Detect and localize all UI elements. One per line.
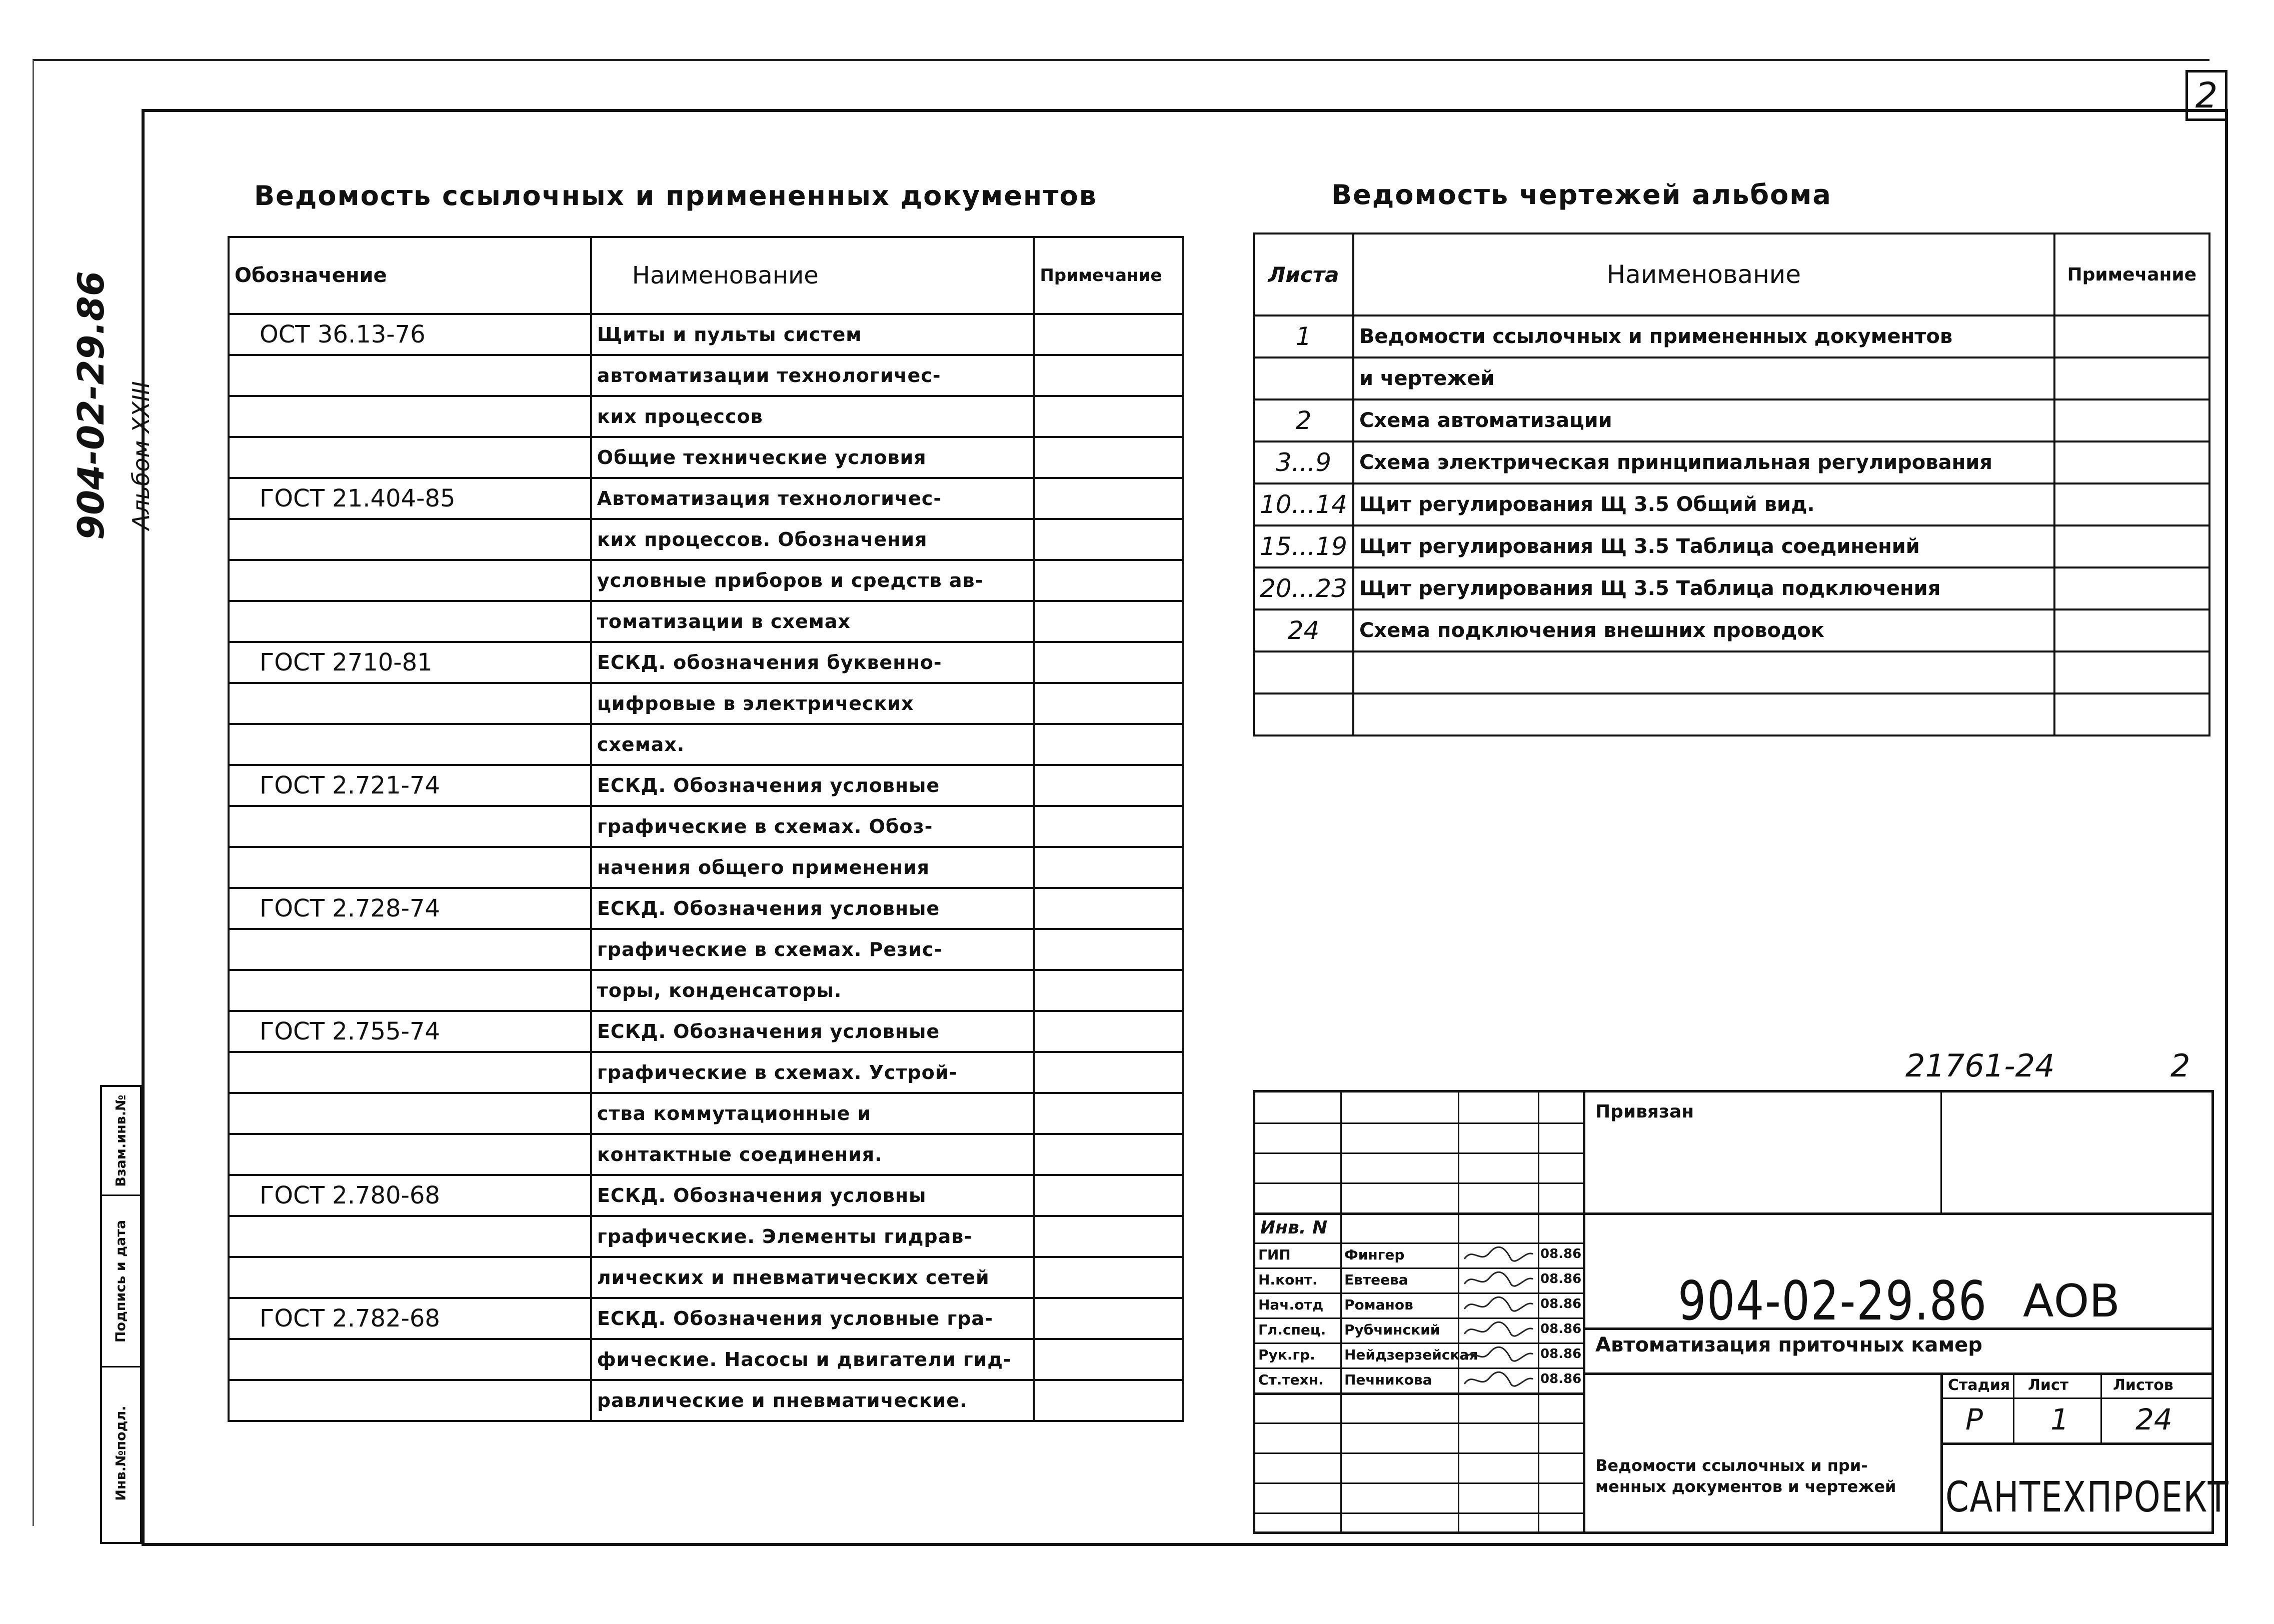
signature-name: Печникова bbox=[1344, 1372, 1432, 1388]
refs-row bbox=[229, 1380, 1183, 1421]
refs-cell-name: графические. Элементы гидрав- bbox=[591, 1216, 1034, 1257]
stage-label: Стадия bbox=[1948, 1376, 2010, 1394]
drawings-cell-sheet: 15...19 bbox=[1254, 526, 1353, 568]
refs-cell-code bbox=[229, 929, 591, 970]
drawings-row bbox=[1254, 694, 2209, 736]
drawings-row bbox=[1254, 526, 2209, 568]
signature-date: 08.86 bbox=[1540, 1296, 1582, 1312]
refs-cell-note bbox=[1034, 1298, 1183, 1339]
drawings-cell-name: Щит регулирования Щ 3.5 Таблица соединений bbox=[1353, 526, 2054, 568]
refs-cell-code: ГОСТ 2.780-68 bbox=[229, 1175, 591, 1216]
refs-cell-name: равлические и пневматические. bbox=[591, 1380, 1034, 1421]
refs-cell-name: ЕСКД. Обозначения условные bbox=[591, 1011, 1034, 1052]
refs-row bbox=[229, 1011, 1183, 1052]
drawings-cell-name: Ведомости ссылочных и примененных документов bbox=[1353, 316, 2054, 358]
drawings-cell-sheet: 24 bbox=[1254, 610, 1353, 652]
drawings-cell-name: Схема автоматизации bbox=[1353, 400, 2054, 442]
stamp-cell-inv-original bbox=[102, 1368, 140, 1538]
organization-name: САНТЕХПРОЕКТ bbox=[1945, 1472, 2229, 1522]
refs-cell-note bbox=[1034, 396, 1183, 437]
refs-cell-name: ЕСКД. Обозначения условные гра- bbox=[591, 1298, 1034, 1339]
refs-cell-code bbox=[229, 601, 591, 642]
drawings-cell-name: Схема электрическая принципиальная регулирования bbox=[1353, 442, 2054, 484]
signature-role: Н.конт. bbox=[1258, 1272, 1318, 1288]
refs-cell-note bbox=[1034, 847, 1183, 888]
signature-name: Нейдзерзейская bbox=[1344, 1346, 1478, 1363]
title-block bbox=[1253, 1090, 2229, 1534]
refs-row bbox=[229, 970, 1183, 1011]
refs-cell-note bbox=[1034, 1380, 1183, 1421]
drawings-header-row bbox=[1254, 234, 2209, 316]
refs-cell-name: Автоматизация технологичес- bbox=[591, 478, 1034, 519]
refs-cell-name: ЕСКД. обозначения буквенно- bbox=[591, 642, 1034, 683]
signature-name: Евтеева bbox=[1344, 1272, 1408, 1288]
signature-role: ГИП bbox=[1258, 1246, 1291, 1263]
refs-table bbox=[228, 236, 1184, 1422]
drawings-header-name: Наименование bbox=[1353, 234, 2054, 316]
refs-row bbox=[229, 1175, 1183, 1216]
refs-cell-name: автоматизации технологичес- bbox=[591, 355, 1034, 396]
sheets-label: Листов bbox=[2113, 1376, 2173, 1394]
page-number: 2 bbox=[2195, 75, 2218, 116]
drawings-cell-sheet: 2 bbox=[1254, 400, 1353, 442]
drawings-row bbox=[1254, 358, 2209, 400]
stamp-label-signature: Подпись и дата bbox=[113, 1220, 129, 1342]
refs-cell-name: контактные соединения. bbox=[591, 1134, 1034, 1175]
refs-cell-name: графические в схемах. Обоз- bbox=[591, 806, 1034, 847]
drawings-row bbox=[1254, 652, 2209, 694]
signature-role: Рук.гр. bbox=[1258, 1346, 1315, 1363]
refs-cell-note bbox=[1034, 1175, 1183, 1216]
refs-row bbox=[229, 519, 1183, 560]
refs-cell-note bbox=[1034, 1257, 1183, 1298]
stamp-cell-signature bbox=[102, 1196, 140, 1368]
sheets-value: 24 bbox=[2135, 1402, 2172, 1436]
refs-row bbox=[229, 314, 1183, 355]
refs-row bbox=[229, 724, 1183, 765]
drawings-cell-note bbox=[2054, 568, 2209, 610]
refs-cell-note bbox=[1034, 519, 1183, 560]
refs-row bbox=[229, 396, 1183, 437]
refs-cell-code bbox=[229, 683, 591, 724]
drawings-row bbox=[1254, 316, 2209, 358]
refs-header-row bbox=[229, 237, 1183, 314]
handwritten-signature bbox=[1460, 1294, 1535, 1316]
refs-row bbox=[229, 1093, 1183, 1134]
refs-cell-note bbox=[1034, 1011, 1183, 1052]
refs-cell-note bbox=[1034, 724, 1183, 765]
drawings-header-note: Примечание bbox=[2054, 234, 2209, 316]
refs-cell-note bbox=[1034, 1216, 1183, 1257]
refs-row bbox=[229, 437, 1183, 478]
refs-cell-note bbox=[1034, 970, 1183, 1011]
refs-cell-note bbox=[1034, 314, 1183, 355]
signature-date: 08.86 bbox=[1540, 1246, 1582, 1262]
drawings-cell-note bbox=[2054, 694, 2209, 736]
stamp-label-inv-original: Инв.№подл. bbox=[113, 1405, 129, 1501]
stamp-cell-replaced-inv bbox=[102, 1087, 140, 1196]
project-name: Автоматизация приточных камер bbox=[1595, 1334, 1982, 1356]
refs-cell-code bbox=[229, 1093, 591, 1134]
refs-row bbox=[229, 601, 1183, 642]
refs-cell-note bbox=[1034, 1093, 1183, 1134]
refs-cell-name: ства коммутационные и bbox=[591, 1093, 1034, 1134]
drawings-cell-sheet bbox=[1254, 652, 1353, 694]
drawings-cell-sheet bbox=[1254, 694, 1353, 736]
refs-cell-name: ЕСКД. Обозначения условные bbox=[591, 765, 1034, 806]
refs-cell-code bbox=[229, 806, 591, 847]
drawings-header-sheet: Листа bbox=[1254, 234, 1353, 316]
refs-cell-code: ГОСТ 2.782-68 bbox=[229, 1298, 591, 1339]
refs-row bbox=[229, 560, 1183, 601]
refs-cell-name: лических и пневматических сетей bbox=[591, 1257, 1034, 1298]
handwritten-signature bbox=[1460, 1269, 1535, 1291]
signature-name: Рубчинский bbox=[1344, 1322, 1440, 1338]
refs-cell-name: цифровые в электрических bbox=[591, 683, 1034, 724]
refs-cell-name: условные приборов и средств ав- bbox=[591, 560, 1034, 601]
refs-row bbox=[229, 847, 1183, 888]
refs-row bbox=[229, 683, 1183, 724]
inventory-label: Инв. N bbox=[1260, 1218, 1328, 1238]
drawings-row bbox=[1254, 484, 2209, 526]
refs-cell-code bbox=[229, 1216, 591, 1257]
refs-cell-code: ГОСТ 2.755-74 bbox=[229, 1011, 591, 1052]
drawings-cell-note bbox=[2054, 400, 2209, 442]
refs-header-designation: Обозначение bbox=[229, 237, 591, 314]
refs-row bbox=[229, 355, 1183, 396]
drawings-cell-note bbox=[2054, 358, 2209, 400]
drawings-cell-note bbox=[2054, 610, 2209, 652]
refs-header-name: Наименование bbox=[591, 237, 1034, 314]
refs-row bbox=[229, 1339, 1183, 1380]
drawings-cell-name: и чертежей bbox=[1353, 358, 2054, 400]
drawings-table-title: Ведомость чертежей альбома bbox=[1331, 179, 1832, 210]
document-suffix: АОВ bbox=[2023, 1275, 2120, 1328]
margin-stamp-strip bbox=[100, 1085, 142, 1544]
refs-cell-code bbox=[229, 560, 591, 601]
refs-cell-code bbox=[229, 970, 591, 1011]
refs-cell-name: торы, конденсаторы. bbox=[591, 970, 1034, 1011]
refs-table-body bbox=[229, 314, 1183, 1421]
sheet-value: 1 bbox=[2050, 1402, 2069, 1436]
drawings-row bbox=[1254, 400, 2209, 442]
drawings-cell-note bbox=[2054, 652, 2209, 694]
refs-cell-code: ГОСТ 21.404-85 bbox=[229, 478, 591, 519]
refs-cell-name: ких процессов bbox=[591, 396, 1034, 437]
signature-date: 08.86 bbox=[1540, 1272, 1582, 1286]
drawings-cell-sheet bbox=[1254, 358, 1353, 400]
signature-role: Ст.техн. bbox=[1258, 1372, 1324, 1388]
drawings-cell-sheet: 10...14 bbox=[1254, 484, 1353, 526]
refs-cell-note bbox=[1034, 601, 1183, 642]
refs-cell-note bbox=[1034, 1339, 1183, 1380]
signature-role: Гл.спец. bbox=[1258, 1322, 1326, 1338]
refs-cell-name: графические в схемах. Резис- bbox=[591, 929, 1034, 970]
refs-cell-note bbox=[1034, 888, 1183, 929]
stamp-label-replaced-inv: Взам.инв.№ bbox=[113, 1094, 129, 1187]
refs-cell-name: Щиты и пульты систем bbox=[591, 314, 1034, 355]
drawings-table-body bbox=[1254, 316, 2209, 736]
refs-row bbox=[229, 765, 1183, 806]
handwritten-signature bbox=[1460, 1244, 1535, 1266]
margin-document-code: 904-02-29.86 bbox=[70, 271, 112, 540]
refs-cell-code bbox=[229, 519, 591, 560]
drawings-row bbox=[1254, 442, 2209, 484]
refs-cell-code bbox=[229, 396, 591, 437]
refs-cell-name: графические в схемах. Устрой- bbox=[591, 1052, 1034, 1093]
handwritten-signature bbox=[1460, 1319, 1535, 1341]
refs-cell-code bbox=[229, 1257, 591, 1298]
signature-date: 08.86 bbox=[1540, 1322, 1582, 1336]
drawings-cell-name: Щит регулирования Щ 3.5 Таблица подключения bbox=[1353, 568, 2054, 610]
refs-table-title: Ведомость ссылочных и примененных документов bbox=[254, 180, 1097, 212]
refs-cell-note bbox=[1034, 765, 1183, 806]
refs-row bbox=[229, 1298, 1183, 1339]
refs-row bbox=[229, 1052, 1183, 1093]
refs-cell-note bbox=[1034, 355, 1183, 396]
refs-row bbox=[229, 642, 1183, 683]
drawings-row bbox=[1254, 610, 2209, 652]
document-code: 904-02-29.86 bbox=[1678, 1270, 1987, 1332]
drawings-row bbox=[1254, 568, 2209, 610]
handwritten-signature bbox=[1460, 1369, 1535, 1391]
refs-cell-name: ЕСКД. Обозначения условны bbox=[591, 1175, 1034, 1216]
drawings-cell-sheet: 3...9 bbox=[1254, 442, 1353, 484]
refs-row bbox=[229, 478, 1183, 519]
refs-header-note: Примечание bbox=[1034, 237, 1183, 314]
refs-row bbox=[229, 1257, 1183, 1298]
drawings-cell-note bbox=[2054, 484, 2209, 526]
drawings-cell-sheet: 1 bbox=[1254, 316, 1353, 358]
refs-cell-code: ГОСТ 2.721-74 bbox=[229, 765, 591, 806]
drawings-cell-name: Щит регулирования Щ 3.5 Общий вид. bbox=[1353, 484, 2054, 526]
refs-row bbox=[229, 806, 1183, 847]
stage-value: Р bbox=[1965, 1402, 1983, 1436]
signature-date: 08.86 bbox=[1540, 1346, 1582, 1362]
refs-cell-name: Общие технические условия bbox=[591, 437, 1034, 478]
title-block-sheet-number: 2 bbox=[2170, 1048, 2190, 1084]
refs-cell-code bbox=[229, 355, 591, 396]
refs-cell-code: ГОСТ 2.728-74 bbox=[229, 888, 591, 929]
refs-cell-code bbox=[229, 437, 591, 478]
refs-cell-note bbox=[1034, 806, 1183, 847]
refs-cell-name: ЕСКД. Обозначения условные bbox=[591, 888, 1034, 929]
drawings-cell-note bbox=[2054, 442, 2209, 484]
drawings-table bbox=[1253, 232, 2210, 736]
refs-row bbox=[229, 888, 1183, 929]
refs-row bbox=[229, 929, 1183, 970]
signature-role: Нач.отд bbox=[1258, 1296, 1324, 1313]
refs-cell-note bbox=[1034, 1052, 1183, 1093]
refs-cell-code: ОСТ 36.13-76 bbox=[229, 314, 591, 355]
refs-cell-code bbox=[229, 847, 591, 888]
signature-date: 08.86 bbox=[1540, 1372, 1582, 1386]
margin-album-label: Альбом XXIII bbox=[128, 381, 155, 530]
refs-cell-name: схемах. bbox=[591, 724, 1034, 765]
refs-cell-name: начения общего применения bbox=[591, 847, 1034, 888]
refs-cell-code: ГОСТ 2710-81 bbox=[229, 642, 591, 683]
drawings-cell-note bbox=[2054, 526, 2209, 568]
drawings-cell-sheet: 20...23 bbox=[1254, 568, 1353, 610]
signature-name: Фингер bbox=[1344, 1246, 1405, 1263]
refs-row bbox=[229, 1134, 1183, 1175]
refs-cell-name: ких процессов. Обозначения bbox=[591, 519, 1034, 560]
privyazan-label: Привязан bbox=[1595, 1102, 1694, 1122]
refs-cell-code bbox=[229, 1380, 591, 1421]
sheet-label: Лист bbox=[2028, 1376, 2069, 1394]
drawings-cell-name bbox=[1353, 694, 2054, 736]
refs-cell-note bbox=[1034, 437, 1183, 478]
handwritten-signature bbox=[1460, 1344, 1535, 1366]
refs-cell-note bbox=[1034, 683, 1183, 724]
drawings-cell-name bbox=[1353, 652, 2054, 694]
refs-cell-name: фические. Насосы и двигатели гид- bbox=[591, 1339, 1034, 1380]
document-name: Ведомости ссылочных и при-менных документов и чертежей bbox=[1595, 1456, 1896, 1496]
refs-cell-note bbox=[1034, 478, 1183, 519]
refs-cell-note bbox=[1034, 560, 1183, 601]
drawings-cell-note bbox=[2054, 316, 2209, 358]
signature-name: Романов bbox=[1344, 1296, 1413, 1313]
page-number-box bbox=[2185, 70, 2227, 121]
refs-cell-code bbox=[229, 1134, 591, 1175]
refs-cell-code bbox=[229, 1052, 591, 1093]
refs-cell-code bbox=[229, 724, 591, 765]
refs-cell-note bbox=[1034, 1134, 1183, 1175]
refs-cell-note bbox=[1034, 929, 1183, 970]
refs-cell-name: томатизации в схемах bbox=[591, 601, 1034, 642]
drawings-cell-name: Схема подключения внешних проводок bbox=[1353, 610, 2054, 652]
refs-cell-note bbox=[1034, 642, 1183, 683]
order-number: 21761-24 bbox=[1905, 1048, 2055, 1084]
refs-row bbox=[229, 1216, 1183, 1257]
refs-cell-code bbox=[229, 1339, 591, 1380]
